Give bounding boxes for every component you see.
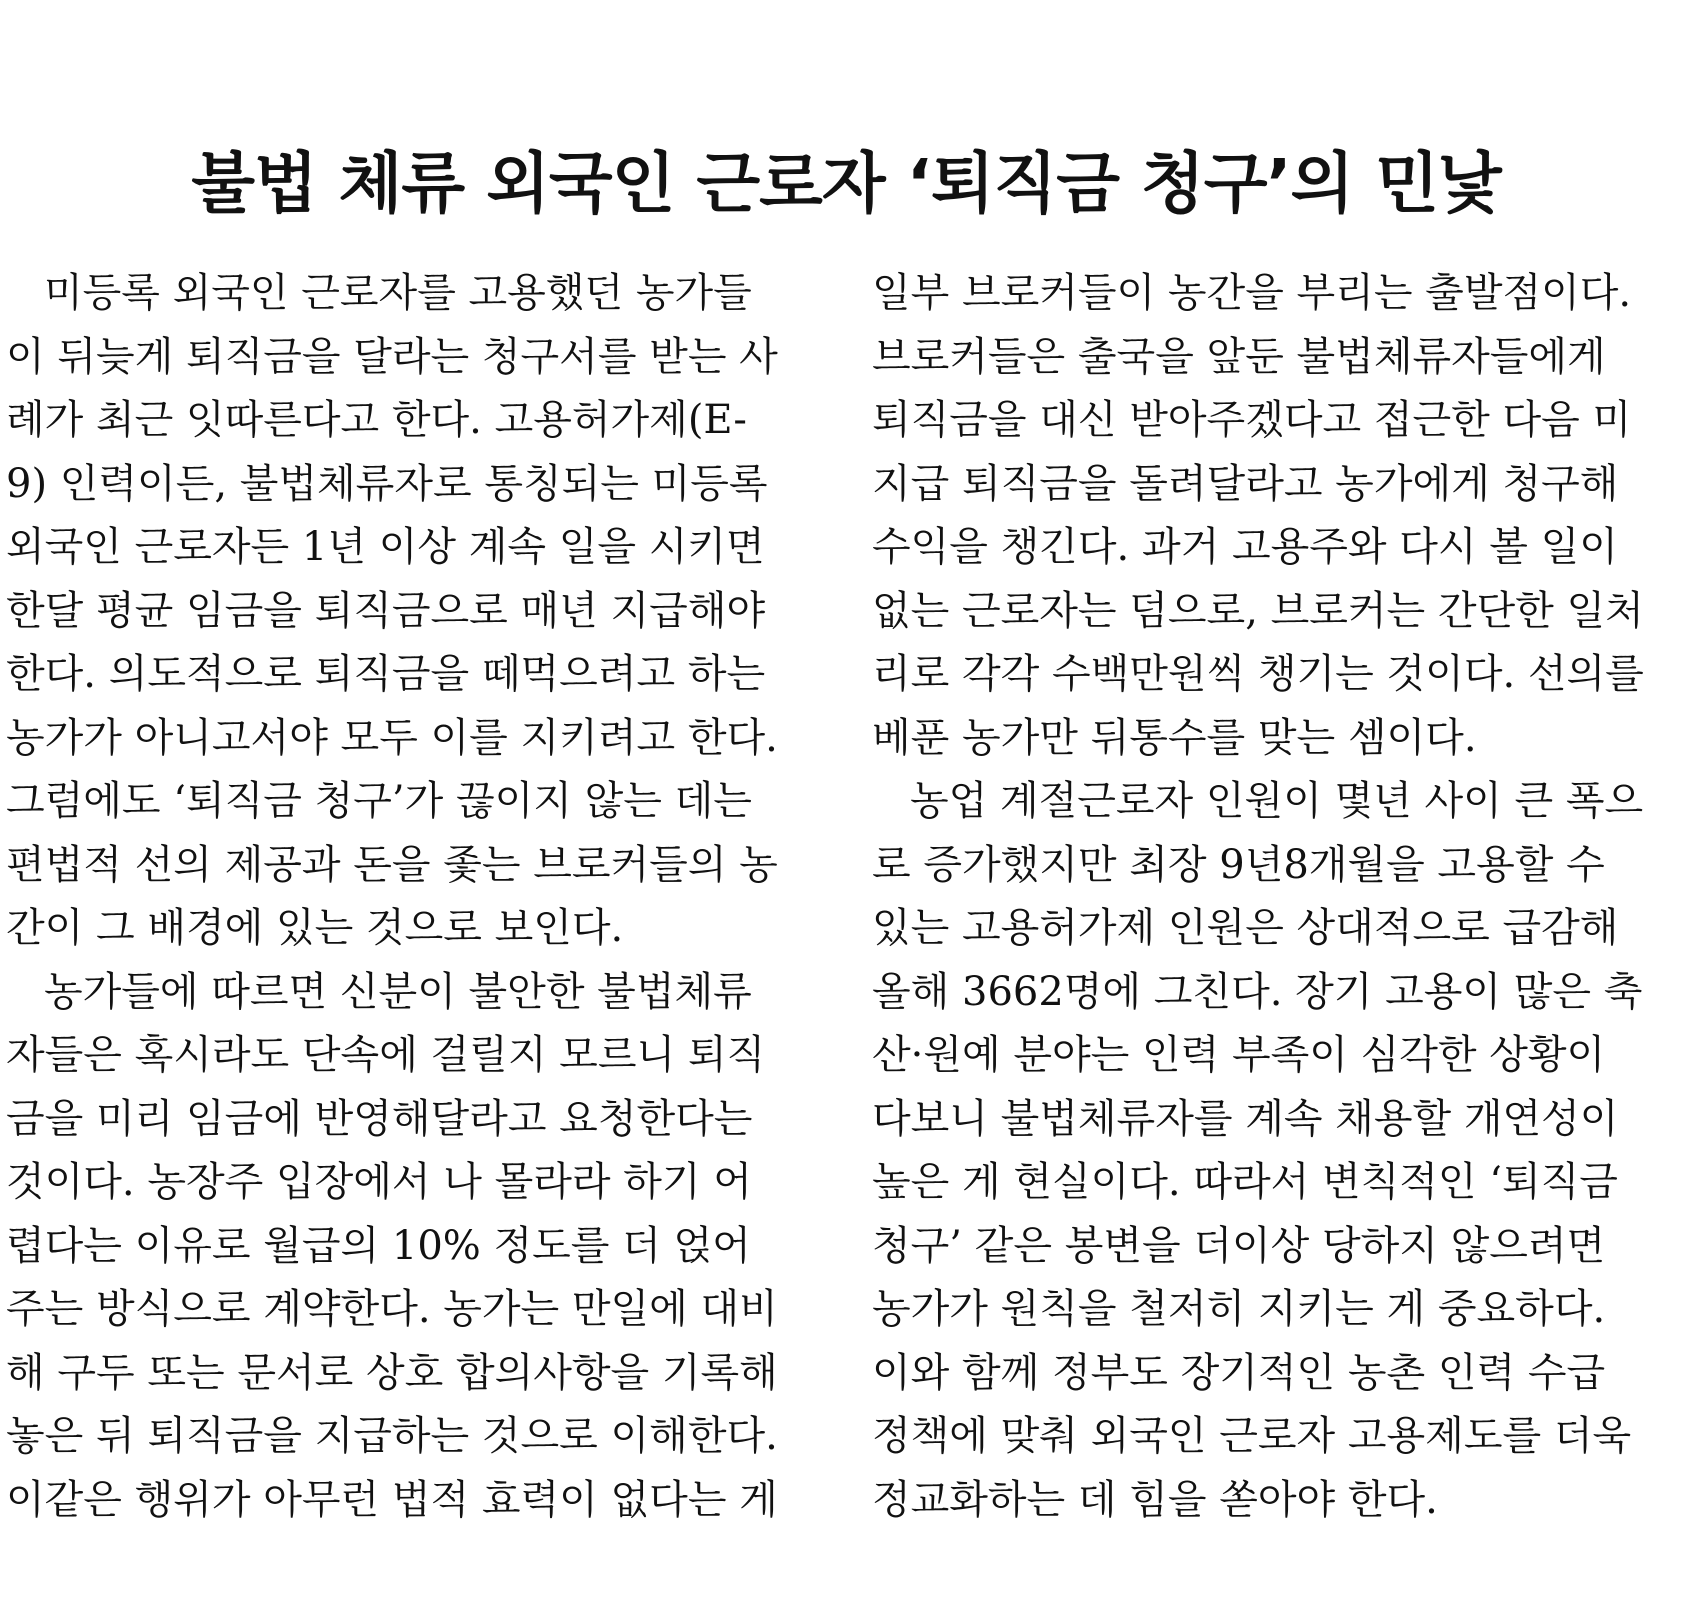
text-line: 편법적 선의 제공과 돈을 좇는 브로커들의 농 xyxy=(6,841,778,888)
text-line: 농업 계절근로자 인원이 몇년 사이 큰 폭으 xyxy=(910,778,1644,824)
headline: 불법 체류 외국인 근로자 ‘퇴직금 청구’의 민낯 xyxy=(191,145,1501,223)
text-line: 높은 게 현실이다. 따라서 변칙적인 ‘퇴직금 xyxy=(872,1159,1618,1205)
text-line: 이와 함께 정부도 장기적인 농촌 인력 수급 xyxy=(872,1349,1606,1396)
text-line: 지급 퇴직금을 돌려달라고 농가에게 청구해 xyxy=(872,460,1619,507)
text-line: 브로커들은 출국을 앞둔 불법체류자들에게 xyxy=(872,333,1606,380)
text-line: 미등록 외국인 근로자를 고용했던 농가들 xyxy=(44,270,752,316)
text-line: 한달 평균 임금을 퇴직금으로 매년 지급해야 xyxy=(6,587,766,634)
text-line: 이같은 행위가 아무런 법적 효력이 없다는 게 xyxy=(6,1476,778,1523)
text-line: 간이 그 배경에 있는 것으로 보인다. xyxy=(6,905,624,951)
text-line: 9) 인력이든, 불법체류자로 통칭되는 미등록 xyxy=(6,460,768,507)
text-line: 놓은 뒤 퇴직금을 지급하는 것으로 이해한다. xyxy=(6,1413,778,1459)
text-line: 정책에 맞춰 외국인 근로자 고용제도를 더욱 xyxy=(872,1413,1632,1459)
text-line: 금을 미리 임금에 반영해달라고 요청한다는 xyxy=(6,1095,753,1142)
text-line: 정교화하는 데 힘을 쏟아야 한다. xyxy=(872,1476,1438,1523)
text-line: 례가 최근 잇따른다고 한다. 고용허가제(E- xyxy=(6,397,747,443)
text-line: 산·원예 분야는 인력 부족이 심각한 상황이 xyxy=(872,1032,1606,1078)
text-line: 로 증가했지만 최장 9년8개월을 고용할 수 xyxy=(872,841,1605,888)
text-line: 농가가 아니고서야 모두 이를 지키려고 한다. xyxy=(6,714,778,761)
text-line: 청구’ 같은 봉변을 더이상 당하지 않으려면 xyxy=(872,1222,1606,1269)
article-column-left xyxy=(6,262,818,1532)
text-line: 것이다. 농장주 입장에서 나 몰라라 하기 어 xyxy=(6,1159,752,1205)
text-line: 렵다는 이유로 월급의 10% 정도를 더 얹어 xyxy=(6,1222,751,1269)
text-line: 다보니 불법체류자를 계속 채용할 개연성이 xyxy=(872,1095,1619,1142)
text-line: 퇴직금을 대신 받아주겠다고 접근한 다음 미 xyxy=(872,397,1632,443)
text-line: 자들은 혹시라도 단속에 걸릴지 모르니 퇴직 xyxy=(6,1032,766,1078)
text-line: 해 구두 또는 문서로 상호 합의사항을 기록해 xyxy=(6,1349,778,1396)
text-line: 수익을 챙긴다. 과거 고용주와 다시 볼 일이 xyxy=(872,524,1618,570)
text-line: 그럼에도 ‘퇴직금 청구’가 끊이지 않는 데는 xyxy=(6,778,752,824)
text-line: 이 뒤늦게 퇴직금을 달라는 청구서를 받는 사 xyxy=(6,333,778,380)
text-line: 베푼 농가만 뒤통수를 맞는 셈이다. xyxy=(872,714,1477,761)
text-line: 리로 각각 수백만원씩 챙기는 것이다. 선의를 xyxy=(872,651,1644,697)
text-line: 주는 방식으로 계약한다. 농가는 만일에 대비 xyxy=(6,1286,778,1332)
text-line: 일부 브로커들이 농간을 부리는 출발점이다. xyxy=(872,270,1632,316)
text-line: 외국인 근로자든 1년 이상 계속 일을 시키면 xyxy=(6,524,765,570)
text-line: 있는 고용허가제 인원은 상대적으로 급감해 xyxy=(872,905,1619,951)
text-line: 한다. 의도적으로 퇴직금을 떼먹으려고 하는 xyxy=(6,651,766,697)
article-column-right xyxy=(872,262,1684,1532)
text-line: 농가가 원칙을 철저히 지키는 게 중요하다. xyxy=(872,1286,1606,1332)
text-line: 농가들에 따르면 신분이 불안한 불법체류 xyxy=(44,968,752,1015)
text-line: 올해 3662명에 그친다. 장기 고용이 많은 축 xyxy=(872,968,1643,1015)
text-line: 없는 근로자는 덤으로, 브로커는 간단한 일처 xyxy=(872,587,1644,634)
